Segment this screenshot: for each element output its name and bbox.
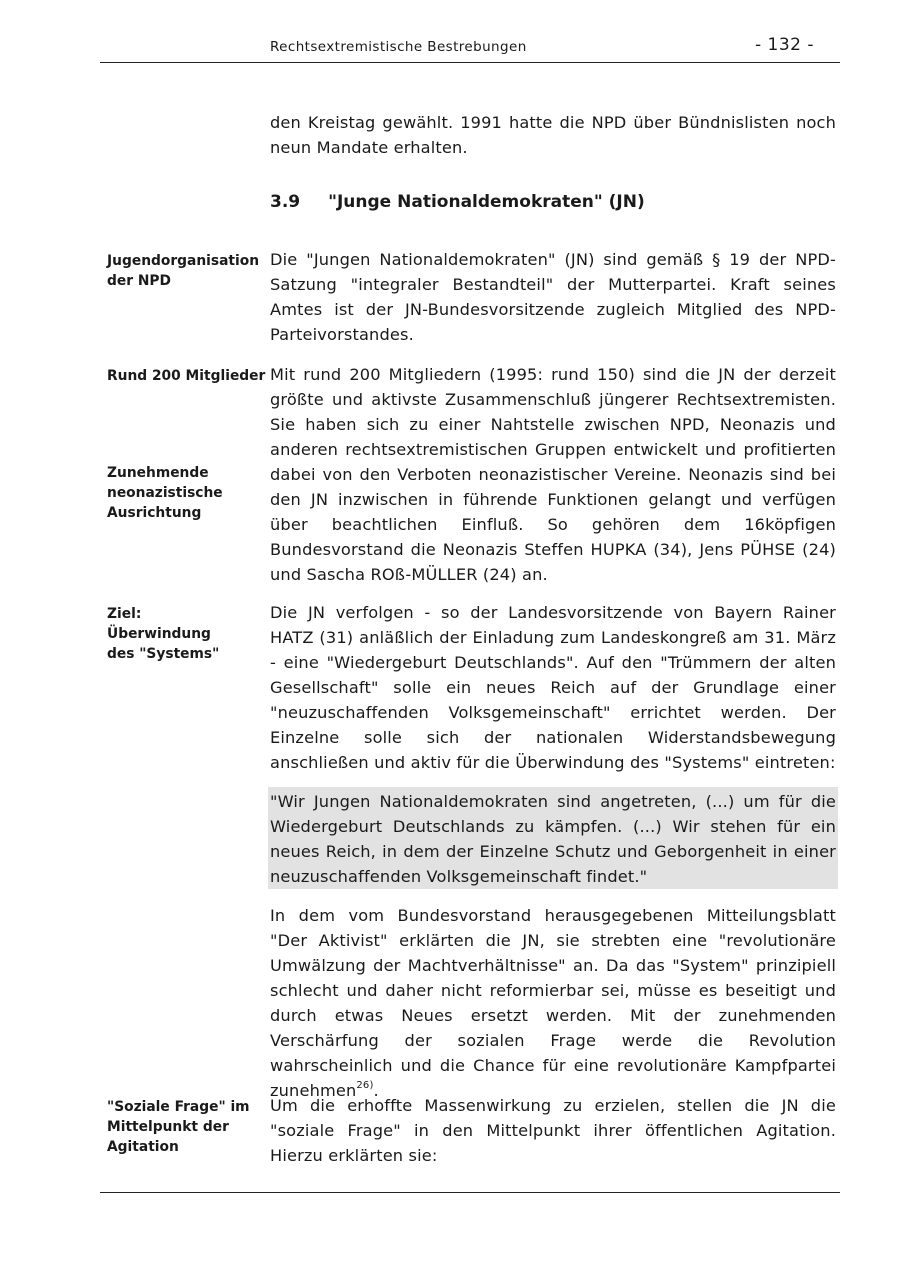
margin-note-ziel [107, 604, 267, 664]
margin-note-mitglieder: Rund 200 Mitglieder [107, 368, 266, 384]
paragraph-mitglieder: Mit rund 200 Mitgliedern (1995: rund 150) sind die JN der derzeit größte und aktivste Zusammenschluß jüngerer Rechtsextremisten. Sie haben sich zu einer Nahtstelle zwischen NPD, Neonazis und anderen rechtsextremistischen Gruppen entwickelt und profitierten dabei von den Verboten neonazistischer Vereine. Neonazis sind bei den JN inzwischen in führende Funktionen gelangt und verfügen über beachtlichen Einfluß. So gehören dem 16köpfigen Bundesvorstand die Neonazis Steffen HUPKA (34), Jens PÜHSE (24) und Sascha ROß-MÜLLER (24) an. [270, 365, 836, 584]
paragraph-aktivist [270, 903, 836, 1103]
margin-note-jugendorganisation: Jugendorganisation der NPD [107, 253, 260, 289]
paragraph-soziale-frage: Um die erhoffte Massenwirkung zu erzielen, stellen die JN die "soziale Frage" in den Mittelpunkt ihrer öffentlichen Agitation. Hierzu erklärten sie: [270, 1096, 836, 1165]
paragraph-continuation: den Kreistag gewählt. 1991 hatte die NPD über Bündnislisten noch neun Mandate erhalten. [270, 113, 836, 157]
margin-note-ziel-label: Ziel: [107, 606, 142, 622]
section-number: 3.9 [270, 192, 301, 212]
footer-rule [100, 1192, 840, 1193]
footnote-marker: 26) [356, 1080, 374, 1091]
margin-note-soziale-frage: "Soziale Frage" im Mittelpunkt der Agitation [107, 1099, 250, 1155]
paragraph-aktivist-text: In dem vom Bundesvorstand herausgegebenen Mitteilungsblatt "Der Aktivist" erklärten die JN, sie strebten eine "revolutionäre Umwälzung der Machtverhältnisse" an. Da das "System" prinzipiell schlecht und daher nicht reformierbar sei, müsse es beseitigt und durch etwas Neues ersetzt werden. Mit der zunehmenden Verschärfung der sozialen Frage werde die Revolution wahrscheinlich und die Chance für eine revolutionäre Kampfpartei zunehmen [270, 906, 836, 1100]
margin-note-ausrichtung: Zunehmende neonazistische Ausrichtung [107, 465, 223, 521]
page-header [100, 34, 840, 63]
paragraph-ziel: Die JN verfolgen - so der Landesvorsitzende von Bayern Rainer HATZ (31) anläßlich der Einladung zum Landeskongreß am 31. März - eine "Wiedergeburt Deutschlands". Auf den "Trümmern der alten Gesellschaft" solle ein neues Reich auf der Grundlage einer "neuzuschaffenden Volksgemeinschaft" errichtet werden. Der Einzelne solle sich der nationalen Widerstandsbewegung anschließen und aktiv für die Überwindung des "Systems" eintreten: [270, 603, 836, 772]
margin-note-ziel-text: Überwindung des "Systems" [107, 626, 220, 662]
page-number: - 132 - [754, 35, 814, 55]
quote-text: "Wir Jungen Nationaldemokraten sind angetreten, (...) um für die Wiedergeburt Deutschlands zu kämpfen. (...) Wir stehen für ein neues Reich, in dem der Einzelne Schutz und Geborgenheit in einer neuzuschaffenden Volksgemeinschaft findet." [270, 792, 836, 886]
paragraph-jn-intro: Die "Jungen Nationaldemokraten" (JN) sind gemäß § 19 der NPD-Satzung "integraler Bestandteil" der Mutterpartei. Kraft seines Amtes ist der JN-Bundesvorsitzende zugleich Mitglied des NPD-Parteivorstandes. [270, 250, 836, 344]
section-heading [270, 192, 645, 212]
running-title: Rechtsextremistische Bestrebungen [270, 39, 527, 55]
section-title: "Junge Nationaldemokraten" (JN) [328, 192, 645, 212]
paragraph-aktivist-end: . [373, 1081, 379, 1100]
